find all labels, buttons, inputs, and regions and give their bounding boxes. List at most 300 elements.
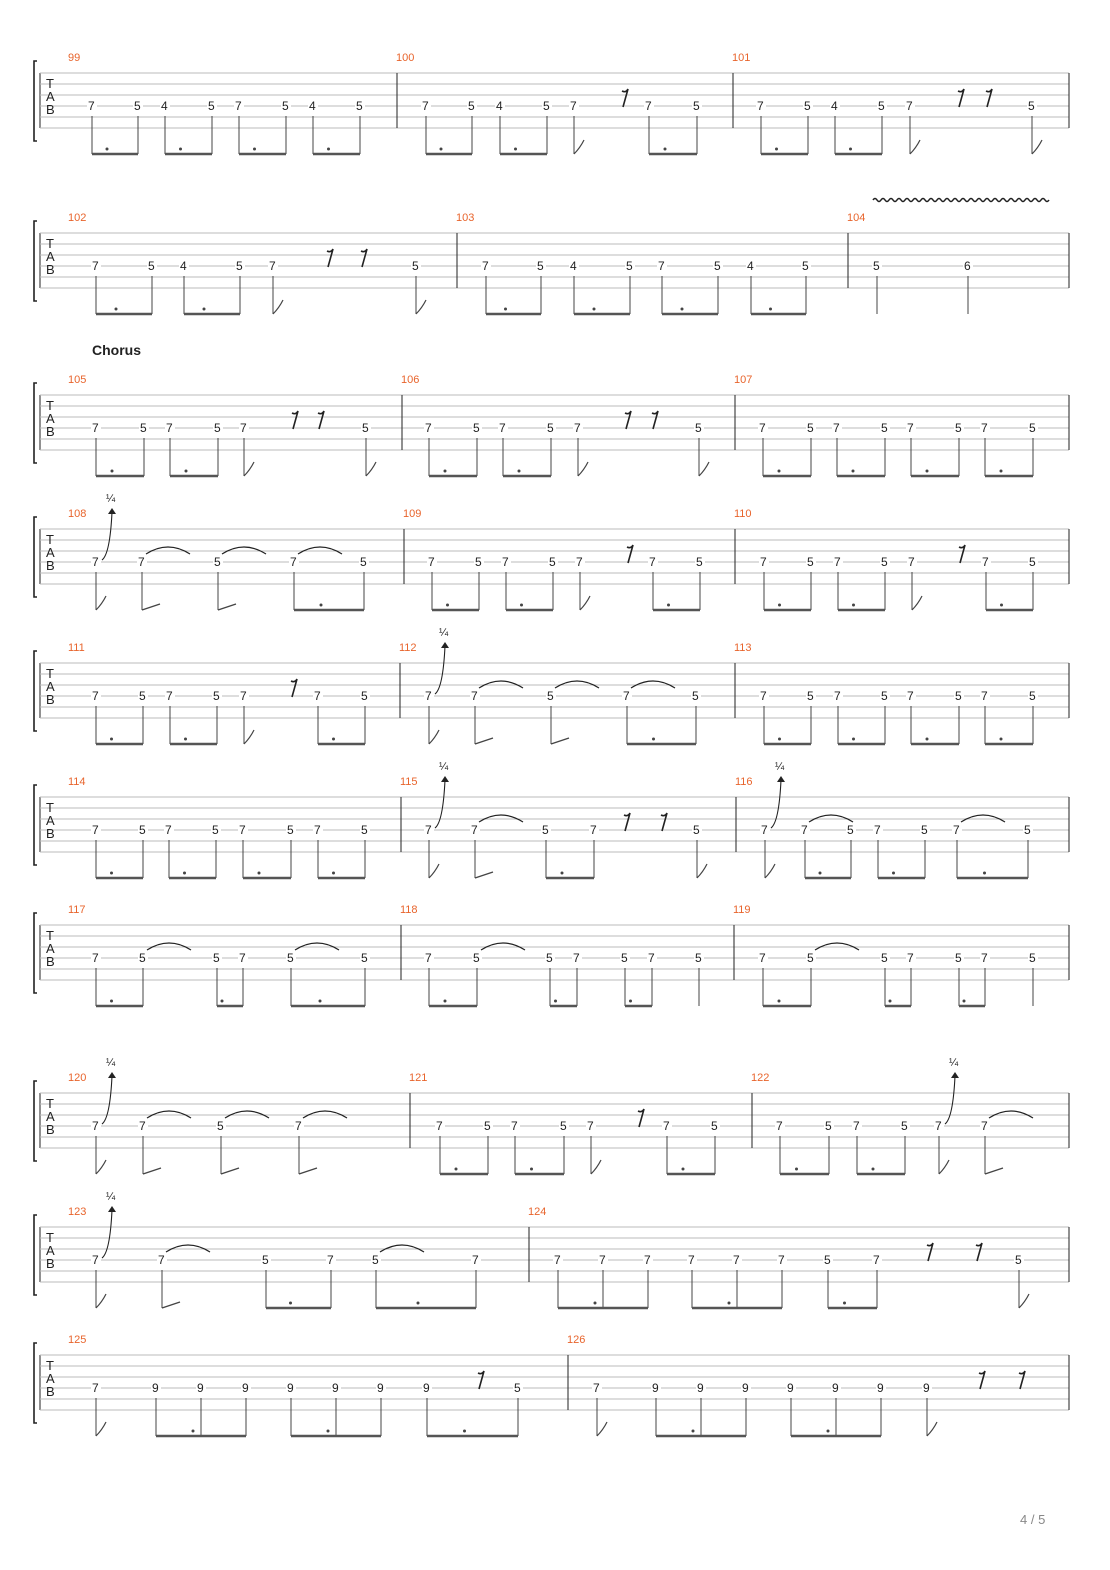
- dot: [852, 470, 855, 473]
- fret-number: 7: [428, 555, 435, 569]
- bend-label: ¼: [106, 1057, 116, 1069]
- tab-clef-letter: T: [46, 76, 54, 91]
- measure-number: 109: [403, 508, 422, 520]
- fret-number: 5: [208, 99, 215, 113]
- fret-number: 5: [807, 689, 814, 703]
- system-bracket: [34, 785, 37, 865]
- fret-number: 7: [554, 1253, 561, 1267]
- sixteenth-rest: [1019, 1371, 1025, 1389]
- tab-clef-letter: T: [46, 928, 54, 943]
- dot: [253, 148, 256, 151]
- dot: [258, 872, 261, 875]
- fret-number: 6: [964, 259, 971, 273]
- measure-number: 106: [401, 374, 420, 386]
- fret-number: 5: [547, 689, 554, 703]
- note-flag: [366, 462, 376, 476]
- dot: [319, 1000, 322, 1003]
- fret-number: 5: [547, 421, 554, 435]
- fret-number: 7: [587, 1119, 594, 1133]
- fret-number: 5: [807, 555, 814, 569]
- fret-number: 5: [621, 951, 628, 965]
- fret-number: 7: [907, 421, 914, 435]
- system-bracket: [34, 383, 37, 463]
- dot: [667, 604, 670, 607]
- measure-number: 118: [400, 904, 418, 916]
- note-flag: [244, 462, 254, 476]
- fret-number: 7: [295, 1119, 302, 1133]
- fret-number: 5: [955, 689, 962, 703]
- note-flag: [910, 140, 920, 154]
- fret-number: 7: [907, 689, 914, 703]
- fret-number: 7: [239, 823, 246, 837]
- measure-number: 112: [399, 642, 417, 654]
- fret-number: 7: [982, 555, 989, 569]
- tab-clef-letter: A: [46, 813, 55, 828]
- system-bracket: [34, 61, 37, 141]
- fret-number: 5: [361, 823, 368, 837]
- fret-number: 5: [282, 99, 289, 113]
- fret-number: 5: [484, 1119, 491, 1133]
- note-flag: [273, 300, 283, 314]
- sixteenth-rest: [958, 89, 964, 107]
- measure-number: 113: [734, 642, 752, 654]
- bend-label: ¼: [949, 1057, 959, 1069]
- dot: [179, 148, 182, 151]
- fret-number: 5: [468, 99, 475, 113]
- fret-number: 7: [935, 1119, 942, 1133]
- tab-clef-letter: A: [46, 679, 55, 694]
- fret-number: 7: [92, 951, 99, 965]
- dot: [183, 872, 186, 875]
- dot: [728, 1302, 731, 1305]
- measure-number: 123: [68, 1206, 87, 1218]
- tab-clef-letter: B: [46, 1122, 55, 1137]
- fret-number: 5: [134, 99, 141, 113]
- dot: [554, 1000, 557, 1003]
- fret-number: 7: [570, 99, 577, 113]
- fret-number: 5: [1029, 555, 1036, 569]
- measure-number: 100: [396, 52, 415, 64]
- bend-label: ¼: [439, 627, 449, 639]
- dot: [327, 148, 330, 151]
- fret-number: 9: [923, 1381, 930, 1395]
- note-flag: [912, 596, 922, 610]
- note-flag: [551, 738, 569, 744]
- fret-number: 5: [139, 689, 146, 703]
- dot: [184, 738, 187, 741]
- sixteenth-rest: [622, 89, 628, 107]
- dot: [332, 872, 335, 875]
- fret-number: 7: [327, 1253, 334, 1267]
- fret-number: 5: [881, 951, 888, 965]
- fret-number: 5: [693, 823, 700, 837]
- bend-arrow: [435, 780, 445, 828]
- fret-number: 5: [287, 823, 294, 837]
- note-flag: [429, 730, 439, 744]
- fret-number: 5: [356, 99, 363, 113]
- section-label: Chorus: [92, 342, 141, 358]
- system-bracket: [34, 517, 37, 597]
- dot: [664, 148, 667, 151]
- dot: [872, 1168, 875, 1171]
- fret-number: 5: [695, 951, 702, 965]
- dot: [778, 604, 781, 607]
- fret-number: 7: [599, 1253, 606, 1267]
- dot: [289, 1302, 292, 1305]
- note-flag: [574, 140, 584, 154]
- bend-arrow: [435, 646, 445, 694]
- fret-number: 7: [761, 823, 768, 837]
- fret-number: 4: [161, 99, 168, 113]
- fret-number: 7: [166, 421, 173, 435]
- fret-number: 5: [213, 689, 220, 703]
- vibrato-mark: [873, 199, 1049, 202]
- dot: [778, 470, 781, 473]
- note-flag: [1019, 1294, 1029, 1308]
- measure-number: 119: [733, 904, 751, 916]
- dot: [192, 1430, 195, 1433]
- note-flag: [591, 1160, 601, 1174]
- fret-number: 5: [546, 951, 553, 965]
- fret-number: 7: [778, 1253, 785, 1267]
- dot: [332, 738, 335, 741]
- fret-number: 5: [847, 823, 854, 837]
- dot: [926, 738, 929, 741]
- fret-number: 9: [152, 1381, 159, 1395]
- fret-number: 7: [139, 1119, 146, 1133]
- dot: [440, 148, 443, 151]
- bend-label: ¼: [106, 1191, 116, 1203]
- dot: [892, 872, 895, 875]
- dot: [446, 604, 449, 607]
- fret-number: 5: [361, 951, 368, 965]
- dot: [518, 470, 521, 473]
- fret-number: 7: [165, 823, 172, 837]
- note-flag: [697, 864, 707, 878]
- tab-clef-letter: A: [46, 89, 55, 104]
- fret-number: 5: [549, 555, 556, 569]
- note-flag: [927, 1422, 937, 1436]
- dot: [444, 470, 447, 473]
- system-bracket: [34, 651, 37, 731]
- dot: [106, 148, 109, 151]
- tab-clef-letter: T: [46, 666, 54, 681]
- fret-number: 7: [314, 689, 321, 703]
- dot: [1000, 470, 1003, 473]
- fret-number: 5: [881, 421, 888, 435]
- tab-clef-letter: A: [46, 1109, 55, 1124]
- fret-number: 7: [235, 99, 242, 113]
- sixteenth-rest: [638, 1109, 644, 1127]
- fret-number: 5: [714, 259, 721, 273]
- note-flag: [699, 462, 709, 476]
- fret-number: 5: [955, 421, 962, 435]
- fret-number: 9: [423, 1381, 430, 1395]
- measure-number: 115: [400, 776, 418, 788]
- fret-number: 7: [644, 1253, 651, 1267]
- dot: [652, 738, 655, 741]
- dot: [778, 738, 781, 741]
- dot: [852, 738, 855, 741]
- fret-number: 5: [514, 1381, 521, 1395]
- fret-number: 5: [955, 951, 962, 965]
- fret-number: 7: [834, 555, 841, 569]
- tab-clef-letter: B: [46, 102, 55, 117]
- fret-number: 7: [511, 1119, 518, 1133]
- tab-clef-letter: A: [46, 411, 55, 426]
- sixteenth-rest: [327, 249, 333, 267]
- fret-number: 5: [140, 421, 147, 435]
- fret-number: 9: [742, 1381, 749, 1395]
- fret-number: 4: [570, 259, 577, 273]
- dot: [1000, 738, 1003, 741]
- note-flag: [244, 730, 254, 744]
- bend-arrowhead: [108, 1072, 116, 1078]
- dot: [852, 604, 855, 607]
- tab-clef-letter: T: [46, 1358, 54, 1373]
- fret-number: 5: [693, 99, 700, 113]
- dot: [594, 1302, 597, 1305]
- eighth-rest: [652, 411, 658, 429]
- fret-number: 7: [92, 1381, 99, 1395]
- fret-number: 5: [873, 259, 880, 273]
- note-flag: [96, 1422, 106, 1436]
- fret-number: 9: [832, 1381, 839, 1395]
- fret-number: 5: [213, 951, 220, 965]
- fret-number: 7: [663, 1119, 670, 1133]
- fret-number: 7: [436, 1119, 443, 1133]
- dot: [593, 308, 596, 311]
- sixteenth-rest: [959, 545, 965, 563]
- fret-number: 7: [92, 823, 99, 837]
- fret-number: 5: [804, 99, 811, 113]
- dot: [889, 1000, 892, 1003]
- fret-number: 5: [881, 689, 888, 703]
- fret-number: 9: [877, 1381, 884, 1395]
- dot: [819, 872, 822, 875]
- fret-number: 4: [496, 99, 503, 113]
- fret-number: 5: [542, 823, 549, 837]
- fret-number: 7: [576, 555, 583, 569]
- bend-label: ¼: [439, 761, 449, 773]
- fret-number: 7: [759, 421, 766, 435]
- bend-arrow: [102, 1076, 112, 1124]
- measure-number: 107: [734, 374, 753, 386]
- fret-number: 5: [901, 1119, 908, 1133]
- tab-clef-letter: A: [46, 545, 55, 560]
- note-flag: [985, 1168, 1003, 1174]
- tab-clef-letter: T: [46, 800, 54, 815]
- fret-number: 9: [652, 1381, 659, 1395]
- note-flag: [96, 1160, 106, 1174]
- system-bracket: [34, 1215, 37, 1295]
- dot: [327, 1430, 330, 1433]
- fret-number: 7: [269, 259, 276, 273]
- fret-number: 7: [906, 99, 913, 113]
- fret-number: 7: [425, 823, 432, 837]
- tab-clef-letter: T: [46, 1096, 54, 1111]
- fret-number: 5: [412, 259, 419, 273]
- fret-number: 5: [214, 421, 221, 435]
- fret-number: 7: [574, 421, 581, 435]
- fret-number: 5: [217, 1119, 224, 1133]
- eighth-rest: [318, 411, 324, 429]
- fret-number: 7: [166, 689, 173, 703]
- fret-number: 5: [139, 823, 146, 837]
- dot: [111, 470, 114, 473]
- fret-number: 7: [425, 951, 432, 965]
- bend-arrowhead: [441, 642, 449, 648]
- sixteenth-rest: [625, 411, 631, 429]
- fret-number: 5: [921, 823, 928, 837]
- fret-number: 7: [138, 555, 145, 569]
- fret-number: 4: [180, 259, 187, 273]
- fret-number: 7: [425, 689, 432, 703]
- fret-number: 7: [833, 421, 840, 435]
- bend-arrow: [945, 1076, 955, 1124]
- fret-number: 7: [92, 259, 99, 273]
- fret-number: 7: [240, 421, 247, 435]
- fret-number: 5: [360, 555, 367, 569]
- fret-number: 9: [787, 1381, 794, 1395]
- dot: [983, 872, 986, 875]
- dot: [843, 1302, 846, 1305]
- fret-number: 7: [649, 555, 656, 569]
- measure-number: 110: [734, 508, 752, 520]
- sixteenth-rest: [661, 813, 667, 831]
- note-flag: [580, 596, 590, 610]
- fret-number: 7: [776, 1119, 783, 1133]
- fret-number: 7: [873, 1253, 880, 1267]
- fret-number: 5: [626, 259, 633, 273]
- fret-number: 7: [92, 689, 99, 703]
- measure-number: 124: [528, 1206, 547, 1218]
- note-flag: [143, 1168, 161, 1174]
- fret-number: 7: [757, 99, 764, 113]
- bend-arrowhead: [951, 1072, 959, 1078]
- fret-number: 5: [692, 689, 699, 703]
- fret-number: 5: [214, 555, 221, 569]
- dot: [775, 148, 778, 151]
- dot: [629, 1000, 632, 1003]
- sixteenth-rest: [292, 411, 298, 429]
- note-flag: [142, 604, 160, 610]
- note-flag: [1032, 140, 1042, 154]
- fret-number: 9: [287, 1381, 294, 1395]
- fret-number: 7: [471, 689, 478, 703]
- fret-number: 9: [242, 1381, 249, 1395]
- fret-number: 7: [733, 1253, 740, 1267]
- measure-number: 101: [732, 52, 751, 64]
- fret-number: 7: [874, 823, 881, 837]
- note-flag: [429, 864, 439, 878]
- sixteenth-rest: [979, 1371, 985, 1389]
- dot: [827, 1430, 830, 1433]
- bend-label: ¼: [106, 493, 116, 505]
- dot: [110, 738, 113, 741]
- dot: [692, 1430, 695, 1433]
- dot: [681, 308, 684, 311]
- measure-number: 122: [751, 1072, 770, 1084]
- fret-number: 5: [807, 951, 814, 965]
- fret-number: 7: [92, 1253, 99, 1267]
- fret-number: 7: [593, 1381, 600, 1395]
- fret-number: 5: [560, 1119, 567, 1133]
- fret-number: 5: [881, 555, 888, 569]
- fret-number: 5: [362, 421, 369, 435]
- fret-number: 9: [377, 1381, 384, 1395]
- fret-number: 7: [853, 1119, 860, 1133]
- dot: [444, 1000, 447, 1003]
- tab-clef-letter: B: [46, 1256, 55, 1271]
- fret-number: 7: [472, 1253, 479, 1267]
- bend-arrowhead: [777, 776, 785, 782]
- fret-number: 5: [1024, 823, 1031, 837]
- sixteenth-rest: [478, 1371, 484, 1389]
- dot: [926, 470, 929, 473]
- fret-number: 7: [760, 555, 767, 569]
- measure-number: 103: [456, 212, 475, 224]
- fret-number: 7: [239, 951, 246, 965]
- measure-number: 117: [68, 904, 86, 916]
- fret-number: 5: [287, 951, 294, 965]
- fret-number: 9: [332, 1381, 339, 1395]
- dot: [520, 604, 523, 607]
- dot: [514, 148, 517, 151]
- fret-number: 4: [747, 259, 754, 273]
- dot: [221, 1000, 224, 1003]
- system-bracket: [34, 221, 37, 301]
- measure-number: 104: [847, 212, 866, 224]
- tab-clef-letter: T: [46, 532, 54, 547]
- measure-number: 116: [735, 776, 753, 788]
- fret-number: 7: [907, 951, 914, 965]
- tab-clef-letter: B: [46, 558, 55, 573]
- tab-clef-letter: T: [46, 398, 54, 413]
- fret-number: 5: [1029, 689, 1036, 703]
- measure-number: 102: [68, 212, 87, 224]
- fret-number: 7: [658, 259, 665, 273]
- note-flag: [96, 596, 106, 610]
- fret-number: 5: [543, 99, 550, 113]
- dot: [778, 1000, 781, 1003]
- dot: [963, 1000, 966, 1003]
- fret-number: 4: [831, 99, 838, 113]
- fret-number: 4: [309, 99, 316, 113]
- dot: [463, 1430, 466, 1433]
- fret-number: 9: [197, 1381, 204, 1395]
- bend-arrow: [102, 512, 112, 560]
- eighth-rest: [986, 89, 992, 107]
- system-bracket: [34, 1343, 37, 1423]
- fret-number: 7: [482, 259, 489, 273]
- note-flag: [96, 1294, 106, 1308]
- system-bracket: [34, 913, 37, 993]
- measure-number: 108: [68, 508, 87, 520]
- fret-number: 7: [471, 823, 478, 837]
- fret-number: 7: [981, 1119, 988, 1133]
- bend-label: ¼: [775, 761, 785, 773]
- fret-number: 5: [473, 951, 480, 965]
- dot: [417, 1302, 420, 1305]
- fret-number: 7: [760, 689, 767, 703]
- fret-number: 7: [981, 951, 988, 965]
- dot: [1000, 604, 1003, 607]
- fret-number: 7: [981, 421, 988, 435]
- fret-number: 5: [473, 421, 480, 435]
- fret-number: 7: [801, 823, 808, 837]
- dot: [110, 872, 113, 875]
